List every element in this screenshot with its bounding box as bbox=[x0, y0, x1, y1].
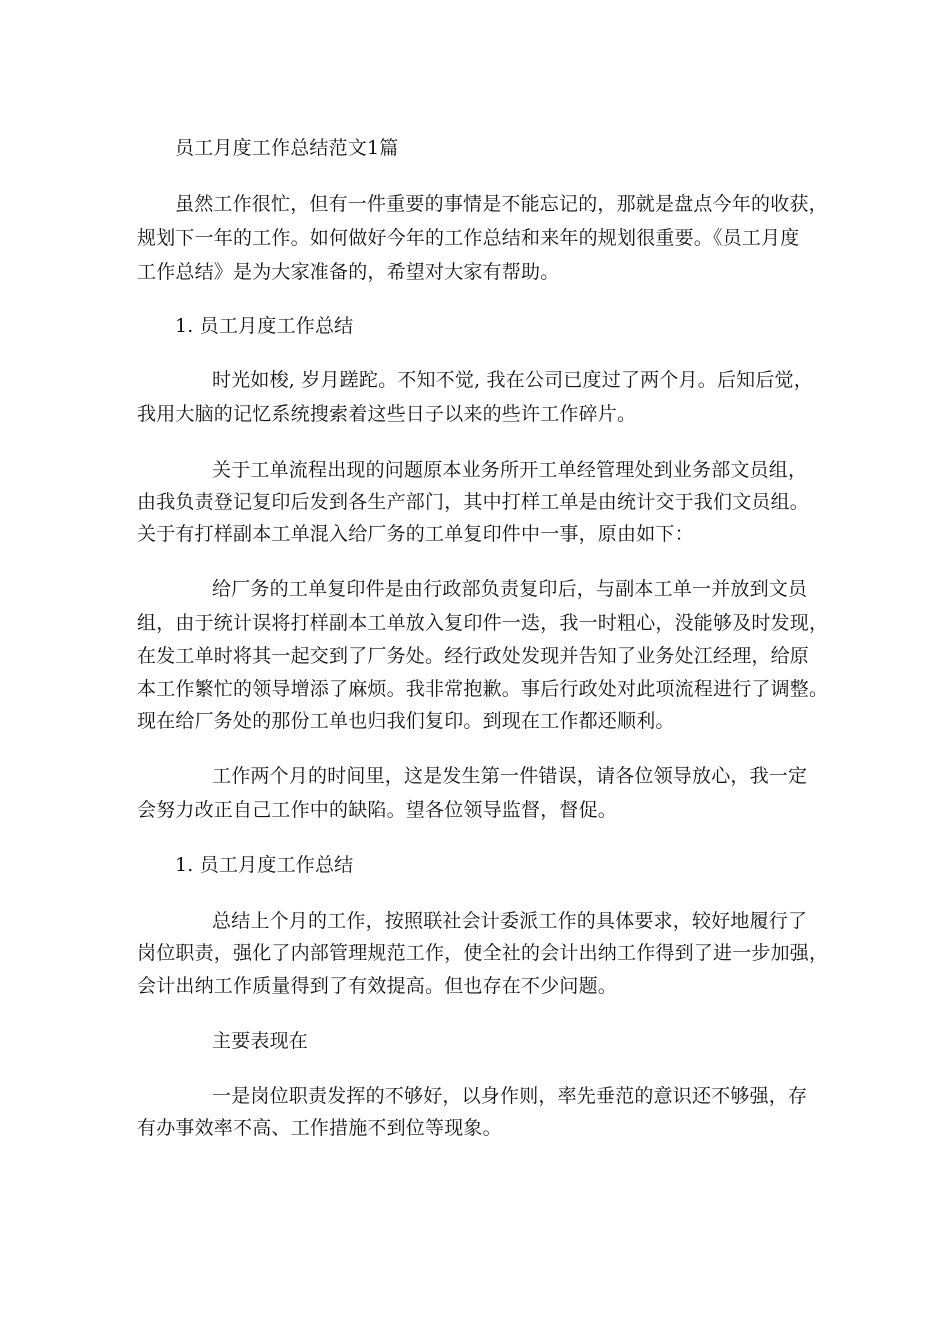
para4-line-1: 工作两个月的时间里，这是发生第一件错误，请各位领导放心，我一定 bbox=[212, 765, 808, 787]
section-1-heading: 1. 员工月度工作总结 bbox=[175, 315, 354, 337]
para3-line-1: 给厂务的工单复印件是由行政部负责复印后，与副本工单一并放到文员 bbox=[212, 578, 808, 600]
para3-line-5: 现在给厂务处的那份工单也归我们复印。到现在工作都还顺利。 bbox=[137, 710, 675, 732]
para3-line-4: 本工作繁忙的领导增添了麻烦。我非常抱歉。事后行政处对此项流程进行了调整。 bbox=[137, 678, 829, 700]
para5-line-3: 会计出纳工作质量得到了有效提高。但也存在不少问题。 bbox=[137, 975, 618, 997]
intro-line-3: 工作总结》是为大家准备的，希望对大家有帮助。 bbox=[137, 261, 560, 283]
para3-line-3: 在发工单时将其一起交到了厂务处。经行政处发现并告知了业务处江经理，给原 bbox=[137, 645, 810, 667]
para5-line-1: 总结上个月的工作，按照联社会计委派工作的具体要求，较好地履行了 bbox=[212, 910, 808, 932]
para1-line-1: 时光如梭, 岁月蹉跎。不知不觉, 我在公司已度过了两个月。后知后觉， bbox=[212, 369, 813, 391]
para4-line-2: 会努力改正自己工作中的缺陷。望各位领导监督，督促。 bbox=[137, 799, 618, 821]
intro-line-1: 虽然工作很忙，但有一件重要的事情是不能忘记的，那就是盘点今年的收获， bbox=[175, 193, 828, 215]
intro-line-2: 规划下一年的工作。如何做好今年的工作总结和来年的规划很重要。《员工月度 bbox=[137, 227, 800, 249]
subheading: 主要表现在 bbox=[212, 1030, 309, 1052]
para2-line-2: 由我负责登记复印后发到各生产部门，其中打样工单是由统计交于我们文员组。 bbox=[137, 491, 810, 513]
para6-line-1: 一是岗位职责发挥的不够好，以身作则，率先垂范的意识还不够强，存 bbox=[212, 1085, 808, 1107]
section-2-heading: 1. 员工月度工作总结 bbox=[175, 854, 354, 876]
para2-line-1: 关于工单流程出现的问题原本业务所开工单经管理处到业务部文员组， bbox=[212, 459, 808, 481]
para2-line-3: 关于有打样副本工单混入给厂务的工单复印件中一事，原由如下： bbox=[137, 523, 694, 545]
document-title: 员工月度工作总结范文1篇 bbox=[175, 137, 399, 159]
para1-line-2: 我用大脑的记忆系统搜索着这些日子以来的些许工作碎片。 bbox=[137, 403, 637, 425]
para3-line-2: 组，由于统计误将打样副本工单放入复印件一迭，我一时粗心，没能够及时发现， bbox=[137, 612, 829, 634]
para6-line-2: 有办事效率不高、工作措施不到位等现象。 bbox=[137, 1117, 502, 1139]
para5-line-2: 岗位职责，强化了内部管理规范工作，使全社的会计出纳工作得到了进一步加强， bbox=[137, 942, 829, 964]
